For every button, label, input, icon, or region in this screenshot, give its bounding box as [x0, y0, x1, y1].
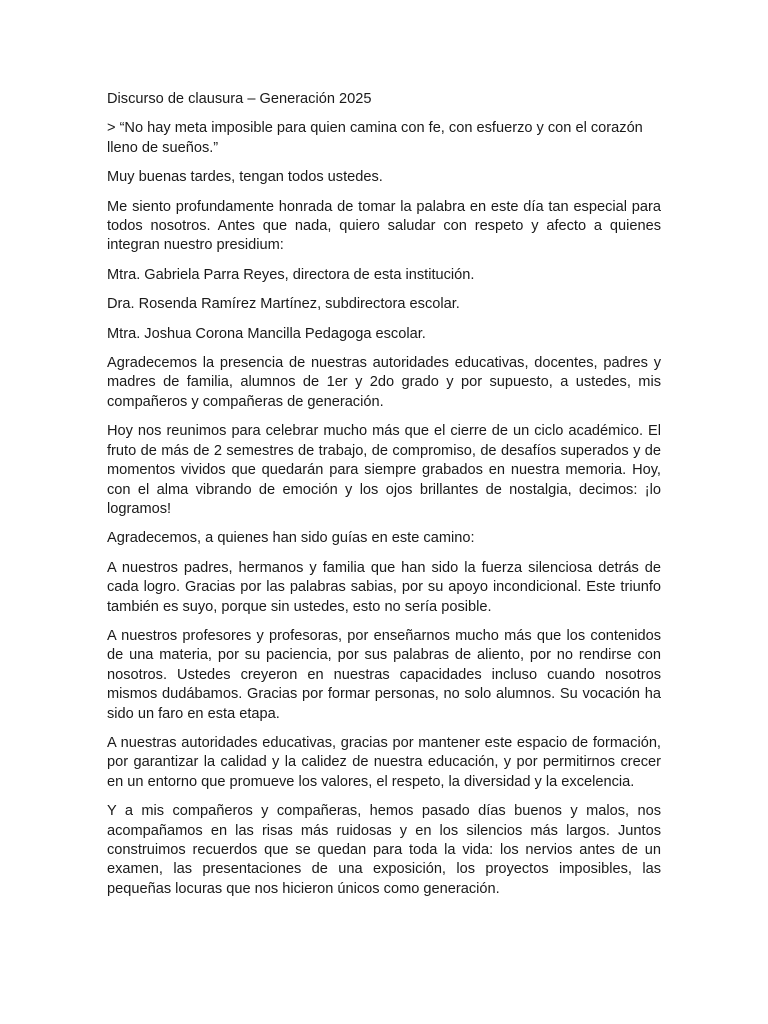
document-body [107, 90, 661, 909]
epigraph-quote: > “No hay meta imposible para quien camina con fe, con esfuerzo y con el corazón lleno de sueños.” [107, 120, 643, 156]
presidium-member-pedagogue: Mtra. Joshua Corona Mancilla Pedagoga escolar. [107, 325, 426, 342]
greeting-paragraph: Muy buenas tardes, tengan todos ustedes. [107, 169, 383, 186]
acknowledgement-paragraph: Agradecemos la presencia de nuestras autoridades educativas, docentes, padres y madres de familia, alumnos de 1er y 2do grado y por supuesto, a ustedes, mis compañeros y compañeras de generación. [107, 355, 661, 410]
presidium-member-director: Mtra. Gabriela Parra Reyes, directora de esta institución. [107, 266, 475, 283]
gratitude-intro-paragraph: Agradecemos, a quienes han sido guías en este camino: [107, 530, 475, 547]
document-title: Discurso de clausura – Generación 2025 [107, 91, 372, 107]
introduction-paragraph: Me siento profundamente honrada de tomar la palabra en este día tan especial para todos nosotros. Antes que nada, quiero saludar con respeto y afecto a quienes integran nuestro presidium: [107, 198, 661, 254]
celebration-paragraph: Hoy nos reunimos para celebrar mucho más que el cierre de un ciclo académico. El fruto de más de 2 semestres de trabajo, de compromiso, de desafíos superados y de momentos vividos que quedarán para siempre grabados en nuestra memoria. Hoy, con el alma vibrando de emoción y los ojos brillantes de nostalgia, decimos: ¡lo logramos! [107, 423, 661, 517]
classmates-paragraph: Y a mis compañeros y compañeras, hemos pasado días buenos y malos, nos acompañamos en las risas más ruidosas y en los silencios más largos. Juntos construimos recuerdos que se quedan para toda la vida: los nervios antes de un examen, las presentaciones de una exposición, los proyectos imposibles, las pequeñas locuras que nos hicieron únicos como generación. [107, 803, 661, 897]
teachers-paragraph: A nuestros profesores y profesoras, por enseñarnos mucho más que los contenidos de una materia, por su paciencia, por sus palabras de aliento, por no rendirse con nosotros. Ustedes creyeron en nuestras capacidades incluso cuando nosotros mismos dudábamos. Gracias por formar personas, no solo alumnos. Su vocación ha sido un faro en esta etapa. [107, 627, 661, 722]
authorities-paragraph: A nuestras autoridades educativas, gracias por mantener este espacio de formación, por garantizar la calidad y la calidez de nuestra educación, y por permitirnos crecer en un entorno que promueve los valores, el respeto, la diversidad y la excelencia. [107, 734, 661, 790]
presidium-member-subdirector: Dra. Rosenda Ramírez Martínez, subdirectora escolar. [107, 296, 460, 313]
family-paragraph: A nuestros padres, hermanos y familia que han sido la fuerza silenciosa detrás de cada logro. Gracias por las palabras sabias, por su apoyo incondicional. Este triunfo también es suyo, porque sin ustedes, esto no sería posible. [107, 559, 661, 615]
